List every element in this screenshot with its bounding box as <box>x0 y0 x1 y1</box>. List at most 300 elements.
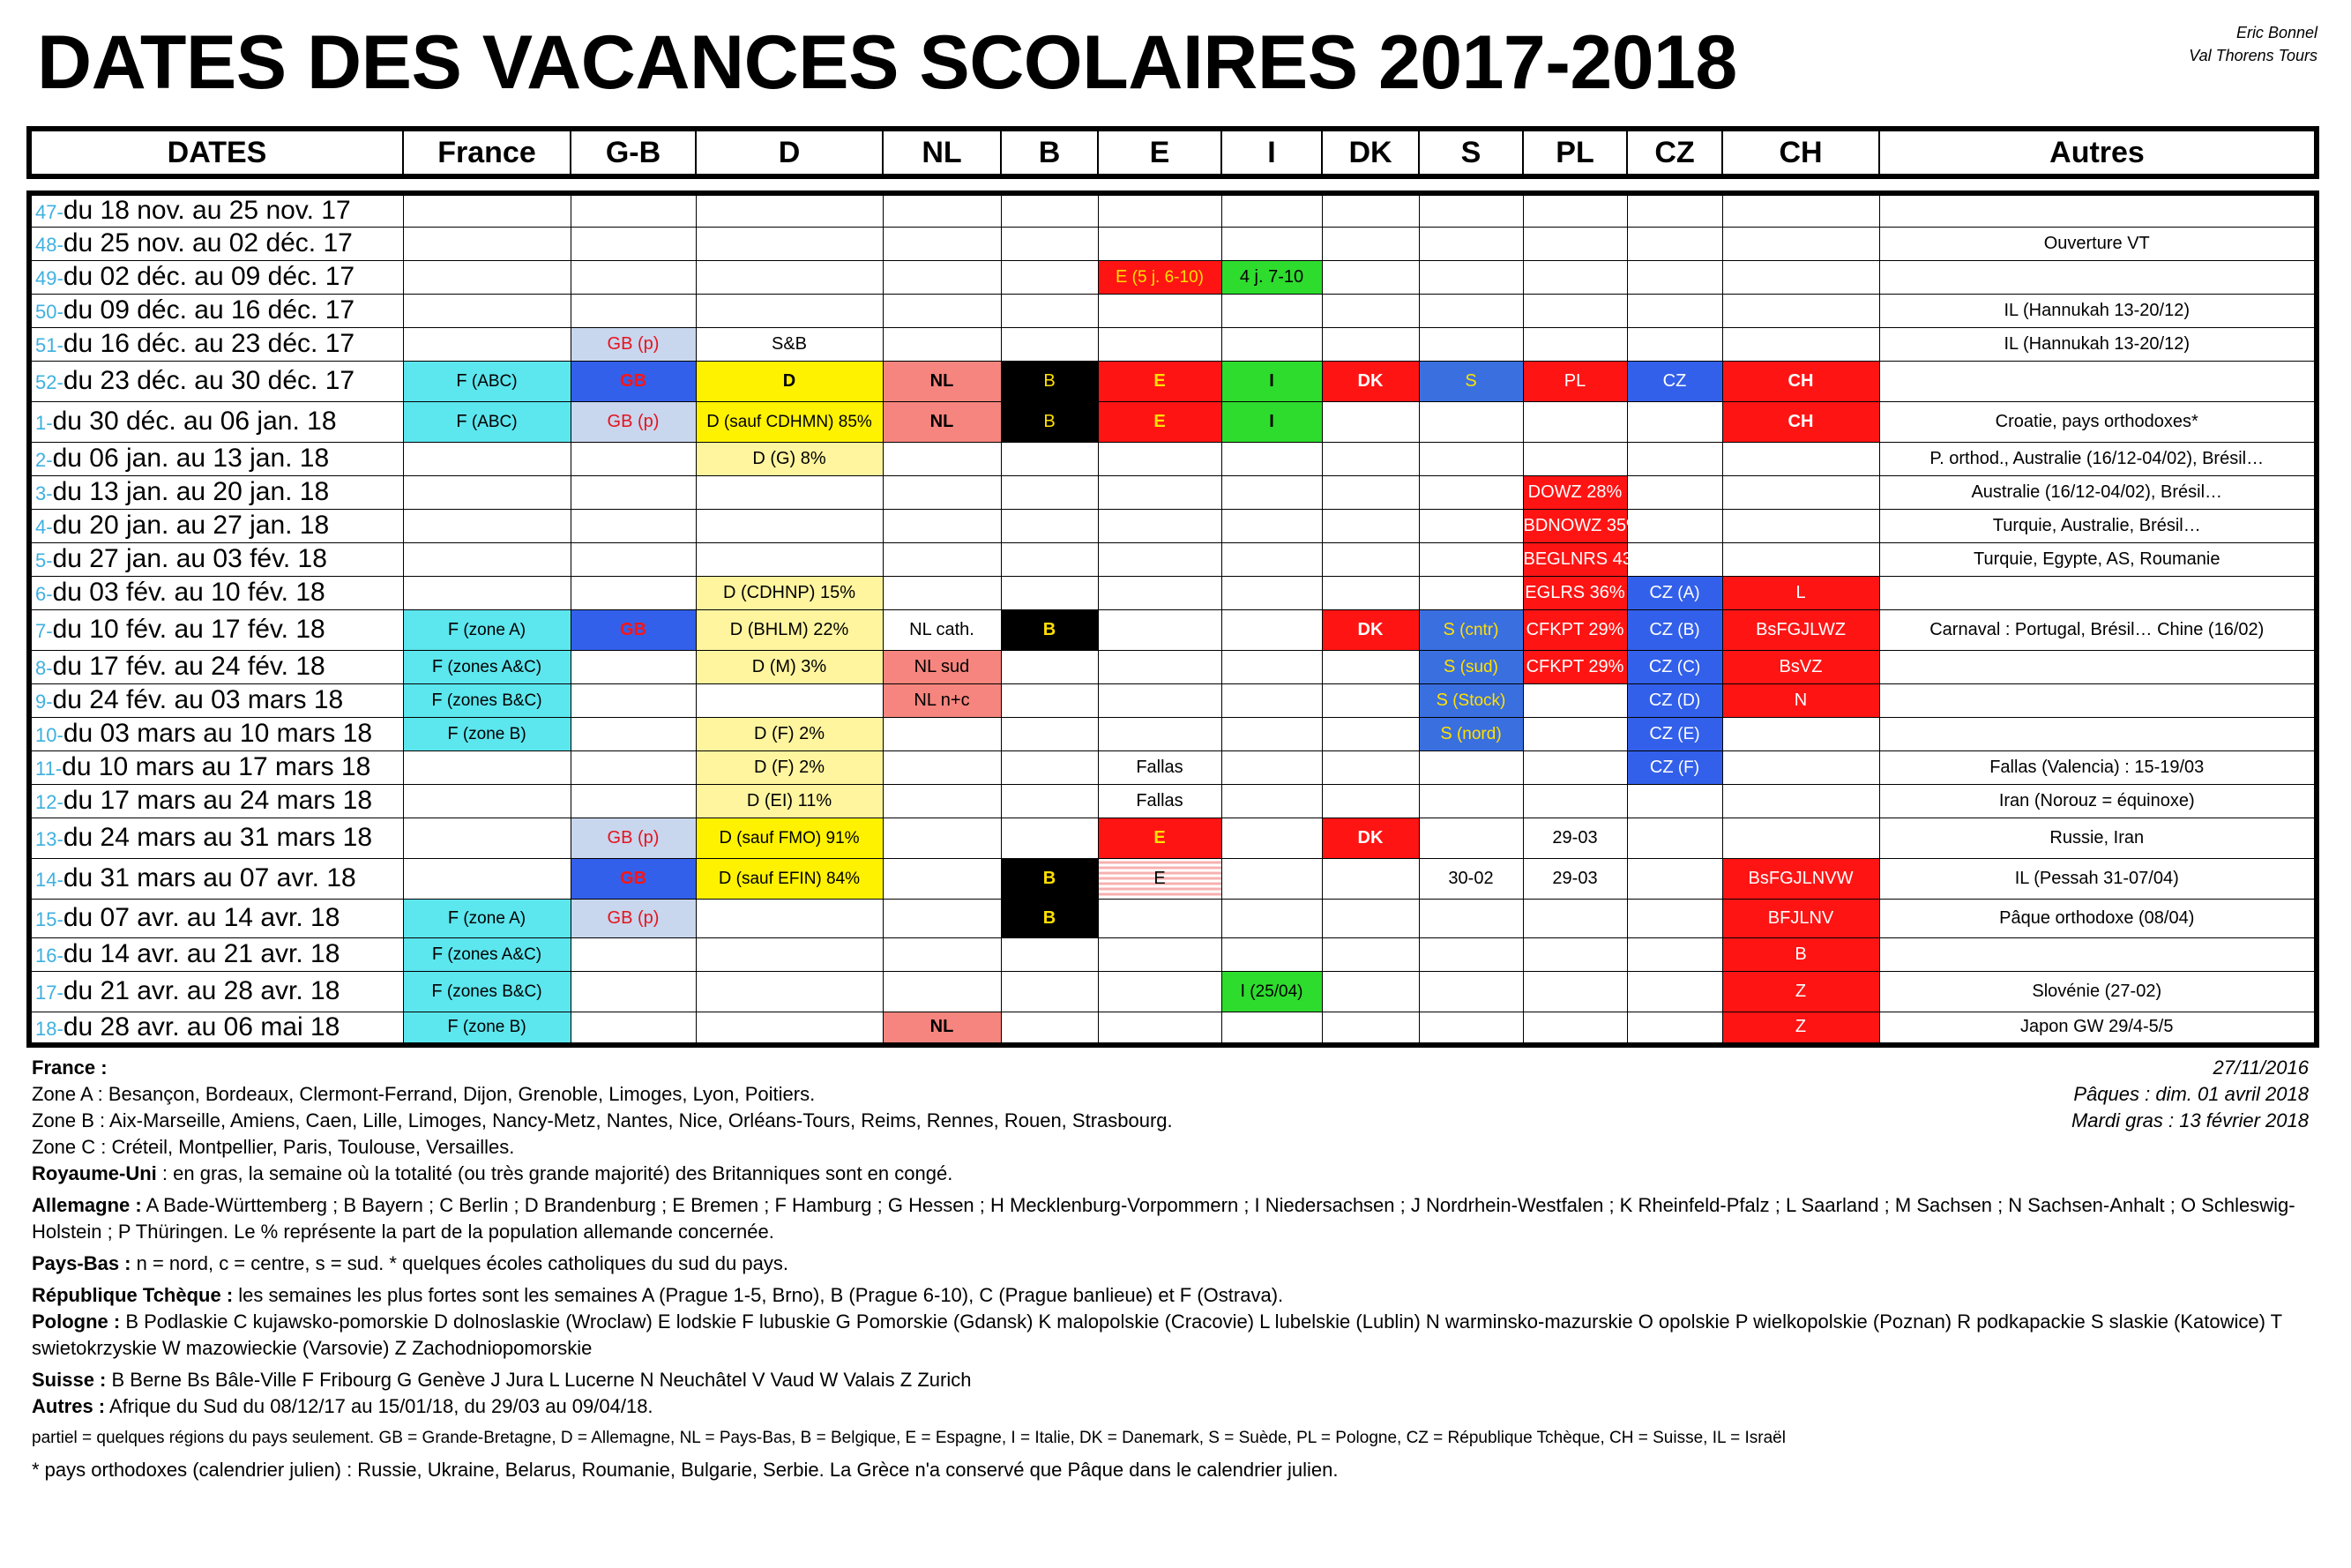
header-row <box>29 129 2317 176</box>
week-number: 12 <box>35 791 57 813</box>
cell-i <box>1221 227 1322 260</box>
cell-label: CFKPT 29% <box>1526 619 1624 639</box>
cell-label: B <box>1042 619 1056 639</box>
date-range: du 09 déc. au 16 déc. 17 <box>63 295 355 325</box>
cell-label: IL (Hannukah 13-20/12) <box>2004 300 2190 320</box>
header-cz: CZ <box>1627 129 1722 176</box>
cell-i <box>1221 260 1322 294</box>
cell-label: CZ <box>1649 619 1674 639</box>
cell-pl <box>1523 294 1627 327</box>
cell-label: CZ <box>1662 370 1687 391</box>
cell-label: F <box>431 944 444 964</box>
cell-sub: (nord) <box>1452 724 1502 743</box>
cell-label: B <box>1043 370 1056 391</box>
note-line <box>32 1282 2325 1309</box>
note-heading: Pologne : <box>32 1310 121 1333</box>
cell-sub: (zone A) <box>459 908 526 928</box>
cell-d <box>696 542 883 576</box>
note-line <box>32 1055 2325 1081</box>
cell-france <box>403 609 571 650</box>
cell-i <box>1221 361 1322 401</box>
date-notes <box>2071 1055 2309 1134</box>
cell-label: E <box>1116 266 1128 287</box>
week-number: 10 <box>35 724 57 746</box>
date-range: du 24 mars au 31 mars 18 <box>63 823 372 852</box>
cell-cz <box>1627 971 1722 1012</box>
cell-i <box>1221 717 1322 750</box>
header-dates: DATES <box>29 129 403 176</box>
cell-pl <box>1523 650 1627 683</box>
cell-label: GB <box>620 619 646 639</box>
cell-dk <box>1322 227 1419 260</box>
cell-dk <box>1322 260 1419 294</box>
cell-label: DK <box>1357 827 1384 847</box>
cell-label: B <box>1042 868 1056 888</box>
date-cell <box>29 361 403 401</box>
cell-s <box>1419 609 1523 650</box>
cell-ch <box>1722 509 1879 542</box>
header-g-b: G-B <box>571 129 696 176</box>
cell-e <box>1098 509 1221 542</box>
cell-nl <box>883 683 1001 717</box>
cell-autres <box>1879 327 2317 361</box>
page-title: DATES DES VACANCES SCOLAIRES 2017-2018 <box>37 20 1737 105</box>
cell-i <box>1221 937 1322 971</box>
cell-e <box>1098 937 1221 971</box>
cell-label: D <box>782 370 796 391</box>
cell-d <box>696 327 883 361</box>
week-number: 9 <box>35 691 47 713</box>
week-number: 11 <box>35 758 56 780</box>
cell-cz <box>1627 784 1722 818</box>
cell-dk <box>1322 509 1419 542</box>
cell-autres <box>1879 750 2317 784</box>
cell-autres <box>1879 227 2317 260</box>
note-line <box>32 1367 2325 1393</box>
cell-autres <box>1879 899 2317 937</box>
week-separator: - <box>56 1017 63 1040</box>
cell-sub: (zone B) <box>458 724 526 743</box>
header-nl: NL <box>883 129 1001 176</box>
week-row <box>29 542 2317 576</box>
header-pl: PL <box>1523 129 1627 176</box>
cell-label: B <box>1043 411 1056 431</box>
date-cell <box>29 509 403 542</box>
cell-ch <box>1722 683 1879 717</box>
week-separator: - <box>46 583 53 605</box>
header-ch: CH <box>1722 129 1879 176</box>
cell-b <box>1001 576 1098 609</box>
cell-s <box>1419 401 1523 442</box>
cell-i <box>1221 401 1322 442</box>
cell-i <box>1221 609 1322 650</box>
cell-s <box>1419 937 1523 971</box>
cell-label: BsFGJLNVW <box>1748 868 1854 888</box>
cell-sub: (B) <box>1673 620 1700 639</box>
cell-d <box>696 818 883 858</box>
note-line <box>32 1251 2325 1277</box>
cell-label: CZ <box>1648 656 1673 676</box>
cell-label: Ouverture VT <box>2043 233 2150 253</box>
cell-cz <box>1627 1012 1722 1045</box>
header-autres: Autres <box>1879 129 2317 176</box>
cell-france <box>403 475 571 509</box>
cell-ch <box>1722 475 1879 509</box>
cell-g-b <box>571 193 696 227</box>
week-number: 7 <box>35 620 47 642</box>
cell-france <box>403 294 571 327</box>
week-number: 2 <box>35 449 47 471</box>
date-cell <box>29 683 403 717</box>
week-separator: - <box>46 516 53 538</box>
cell-ch <box>1722 858 1879 899</box>
cell-g-b <box>571 260 696 294</box>
cell-sub: (sauf FMO) 91% <box>731 828 860 847</box>
cell-label: Z <box>1795 981 1807 1001</box>
cell-e <box>1098 818 1221 858</box>
cell-label: Pâque orthodoxe (08/04) <box>1999 907 2195 928</box>
note-line <box>32 1393 2325 1420</box>
date-range: du 28 avr. au 06 mai 18 <box>63 1012 340 1042</box>
cell-pl <box>1523 401 1627 442</box>
cell-g-b <box>571 542 696 576</box>
week-number: 1 <box>35 412 47 434</box>
cell-sub: (zones B&C) <box>442 982 542 1001</box>
cell-sub: (ABC) <box>466 371 518 391</box>
right-note: Mardi gras : 13 février 2018 <box>2071 1109 2309 1131</box>
cell-dk <box>1322 899 1419 937</box>
cell-d <box>696 361 883 401</box>
cell-i <box>1221 784 1322 818</box>
cell-i <box>1221 327 1322 361</box>
cell-d <box>696 717 883 750</box>
cell-label: Slovénie (27-02) <box>2032 981 2162 1001</box>
header-france: France <box>403 129 571 176</box>
cell-nl <box>883 858 1001 899</box>
cell-e <box>1098 899 1221 937</box>
cell-g-b <box>571 509 696 542</box>
week-separator: - <box>56 828 63 850</box>
cell-label: B <box>1795 944 1807 964</box>
week-separator: - <box>56 267 63 289</box>
cell-ch <box>1722 937 1879 971</box>
note-text: les semaines les plus fortes sont les semaines A (Prague 1-5, Brno), B (Prague 6-10), C (Prague banlieue) et F (Ostrava). <box>233 1284 1284 1306</box>
cell-label: F <box>447 907 459 928</box>
week-separator: - <box>56 201 63 224</box>
cell-b <box>1001 784 1098 818</box>
week-number: 6 <box>35 583 47 605</box>
date-cell <box>29 717 403 750</box>
cell-b <box>1001 509 1098 542</box>
cell-ch <box>1722 542 1879 576</box>
cell-cz <box>1627 750 1722 784</box>
cell-label: GB <box>620 370 646 391</box>
cell-ch <box>1722 442 1879 475</box>
cell-e <box>1098 327 1221 361</box>
cell-s <box>1419 818 1523 858</box>
week-number: 4 <box>35 516 47 538</box>
cell-pl <box>1523 542 1648 576</box>
date-cell <box>29 971 403 1012</box>
week-row <box>29 401 2317 442</box>
cell-nl <box>883 609 1001 650</box>
cell-s <box>1419 193 1523 227</box>
cell-b <box>1001 818 1098 858</box>
cell-label: Croatie, pays orthodoxes* <box>1995 411 2198 431</box>
cell-nl <box>883 542 1001 576</box>
cell-label: IL (Pessah 31-07/04) <box>2014 868 2179 888</box>
header-d: D <box>696 129 883 176</box>
week-row <box>29 971 2317 1012</box>
cell-e <box>1098 361 1221 401</box>
cell-cz <box>1627 361 1722 401</box>
week-number: 51 <box>35 334 57 356</box>
cell-cz <box>1627 899 1722 937</box>
cell-pl <box>1523 1012 1627 1045</box>
date-range: du 30 déc. au 06 jan. 18 <box>52 407 337 436</box>
cell-ch <box>1722 899 1879 937</box>
week-number: 49 <box>35 267 57 289</box>
week-row <box>29 260 2317 294</box>
week-separator: - <box>56 301 63 323</box>
cell-s <box>1419 227 1523 260</box>
date-cell <box>29 260 403 294</box>
cell-label: Turquie, Egypte, AS, Roumanie <box>1974 549 2220 569</box>
week-number: 48 <box>35 234 57 256</box>
cell-g-b <box>571 717 696 750</box>
date-cell <box>29 576 403 609</box>
cell-label: CZ <box>1648 690 1673 710</box>
cell-b <box>1001 327 1098 361</box>
cell-d <box>696 971 883 1012</box>
cell-sub: (5 j. 6-10) <box>1127 267 1204 287</box>
cell-label: F <box>456 370 467 391</box>
cell-autres <box>1879 784 2317 818</box>
cell-label: NL n+c <box>914 690 970 710</box>
week-separator: - <box>46 549 53 571</box>
cell-label: S <box>1443 619 1455 639</box>
cell-g-b <box>571 1012 696 1045</box>
cell-s <box>1419 1012 1523 1045</box>
cell-autres <box>1879 576 2317 609</box>
cell-s <box>1419 542 1523 576</box>
cell-france <box>403 858 571 899</box>
cell-e <box>1098 542 1221 576</box>
date-cell <box>29 750 403 784</box>
cell-label: 30-02 <box>1448 868 1494 888</box>
header-s: S <box>1419 129 1523 176</box>
cell-b <box>1001 442 1098 475</box>
cell-label: I <box>1269 370 1274 391</box>
cell-nl <box>883 193 1001 227</box>
cell-i <box>1221 294 1322 327</box>
cell-ch <box>1722 227 1879 260</box>
cell-cz <box>1627 683 1722 717</box>
cell-nl <box>883 294 1001 327</box>
date-cell <box>29 1012 403 1045</box>
date-range: du 23 déc. au 30 déc. 17 <box>63 366 355 395</box>
week-separator: - <box>56 791 63 813</box>
date-cell <box>29 899 403 937</box>
cell-g-b <box>571 327 696 361</box>
cell-e <box>1098 193 1221 227</box>
cell-g-b <box>571 361 696 401</box>
cell-d <box>696 260 883 294</box>
cell-cz <box>1627 260 1722 294</box>
week-row <box>29 650 2317 683</box>
cell-label: F <box>431 690 443 710</box>
cell-dk <box>1322 937 1419 971</box>
cell-autres <box>1879 401 2317 442</box>
cell-sub: (F) <box>1673 758 1700 777</box>
cell-e <box>1098 971 1221 1012</box>
cell-label: F <box>447 723 459 743</box>
cell-g-b <box>571 750 696 784</box>
cell-e <box>1098 227 1221 260</box>
cell-dk <box>1322 818 1419 858</box>
cell-ch <box>1722 717 1879 750</box>
cell-label: DOWZ 28% <box>1527 482 1623 502</box>
cell-pl <box>1523 227 1627 260</box>
cell-label: BFJLNV <box>1767 907 1834 928</box>
date-range: du 24 fév. au 03 mars 18 <box>52 685 344 714</box>
cell-nl <box>883 442 1001 475</box>
cell-label: 29-03 <box>1552 827 1598 847</box>
note-text: Zone C : Créteil, Montpellier, Paris, Toulouse, Versailles. <box>32 1136 515 1158</box>
date-cell <box>29 475 403 509</box>
cell-i <box>1221 509 1322 542</box>
cell-e <box>1098 858 1221 899</box>
week-separator: - <box>56 982 63 1004</box>
cell-france <box>403 899 571 937</box>
cell-g-b <box>571 683 696 717</box>
week-row <box>29 361 2317 401</box>
date-cell <box>29 650 403 683</box>
cell-label: S&B <box>771 333 808 354</box>
cell-cz <box>1627 858 1722 899</box>
cell-b <box>1001 683 1098 717</box>
cell-nl <box>883 401 1001 442</box>
cell-pl <box>1523 509 1642 542</box>
week-row <box>29 1012 2317 1045</box>
cell-label: NL sud <box>914 656 970 676</box>
cell-s <box>1419 717 1523 750</box>
cell-g-b <box>571 818 696 858</box>
note-line <box>32 1081 2325 1108</box>
cell-label: D (F) 2% <box>754 757 825 777</box>
cell-label: I <box>1240 981 1246 1001</box>
date-range: du 21 avr. au 28 avr. 18 <box>63 976 340 1005</box>
cell-i <box>1221 650 1322 683</box>
cell-cz <box>1627 475 1722 509</box>
cell-pl <box>1523 750 1627 784</box>
date-cell <box>29 937 403 971</box>
date-cell <box>29 227 403 260</box>
note-text: A Bade-Württemberg ; B Bayern ; C Berlin ; D Brandenburg ; E Bremen ; F Hamburg ; G Hessen ; H Mecklenburg-Vorpommern ; I Niedersachsen ; J Nordrhein-Westfalen ; K Rheinfeld-Pfalz ; L Saarland ; M Sachsen ; N Sachsen-Anhalt ; O Schleswig-Holstein ; P Thüringen. Le % représente la part de la population allemande concernée. <box>32 1194 2295 1243</box>
cell-sub: (C) <box>1672 657 1701 676</box>
cell-sub: (D) <box>1672 691 1701 710</box>
date-range: du 14 avr. au 21 avr. 18 <box>63 939 340 968</box>
cell-sub: (ABC) <box>466 412 518 431</box>
cell-label: BDNOWZ 35% <box>1523 515 1642 535</box>
cell-france <box>403 818 571 858</box>
note-heading: Pays-Bas : <box>32 1252 131 1274</box>
cell-i <box>1221 542 1322 576</box>
cell-nl <box>883 937 1001 971</box>
cell-i <box>1221 818 1322 858</box>
week-number: 8 <box>35 657 47 679</box>
cell-label: GB (p) <box>607 907 660 928</box>
week-number: 13 <box>35 828 57 850</box>
cell-nl <box>883 784 1001 818</box>
cell-nl <box>883 509 1001 542</box>
cell-pl <box>1523 971 1627 1012</box>
date-range: du 18 nov. au 25 nov. 17 <box>63 196 351 226</box>
cell-label: F <box>431 656 444 676</box>
cell-label: CZ <box>1649 582 1674 602</box>
cell-label: GB (p) <box>607 333 660 354</box>
cell-cz <box>1627 294 1722 327</box>
cell-dk <box>1322 442 1419 475</box>
cell-d <box>696 784 883 818</box>
cell-label: F <box>456 411 467 431</box>
cell-cz <box>1627 227 1722 260</box>
cell-g-b <box>571 227 696 260</box>
cell-d <box>696 609 883 650</box>
cell-ch <box>1722 609 1879 650</box>
cell-pl <box>1523 576 1627 609</box>
cell-france <box>403 361 571 401</box>
cell-g-b <box>571 475 696 509</box>
cell-france <box>403 784 571 818</box>
date-range: du 10 mars au 17 mars 18 <box>62 752 371 781</box>
note-line <box>32 1192 2325 1245</box>
week-row <box>29 576 2317 609</box>
cell-label: GB (p) <box>607 411 660 431</box>
cell-d <box>696 937 883 971</box>
cell-s <box>1419 784 1523 818</box>
author-block <box>2189 21 2317 67</box>
cell-france <box>403 193 571 227</box>
date-cell <box>29 818 403 858</box>
cell-ch <box>1722 750 1879 784</box>
week-separator: - <box>56 945 63 967</box>
cell-label: D <box>718 868 732 888</box>
cell-autres <box>1879 683 2317 717</box>
cell-s <box>1419 442 1523 475</box>
cell-nl <box>883 650 1001 683</box>
cell-autres <box>1879 717 2317 750</box>
cell-france <box>403 1012 571 1045</box>
cell-cz <box>1627 442 1722 475</box>
week-number: 17 <box>35 982 57 1004</box>
week-row <box>29 683 2317 717</box>
week-number: 3 <box>35 482 47 504</box>
week-number: 50 <box>35 301 57 323</box>
cell-b <box>1001 401 1098 442</box>
cell-autres <box>1879 475 2317 509</box>
cell-ch <box>1722 818 1879 858</box>
cell-d <box>696 442 883 475</box>
note-line <box>32 1134 2325 1161</box>
cell-b <box>1001 937 1098 971</box>
cell-autres <box>1879 442 2317 475</box>
note-text: B Podlaskie C kujawsko-pomorskie D dolnoslaskie (Wroclaw) E lodskie F lubuskie G Pomorskie (Gdansk) K malopolskie (Cracovie) L lubelskie (Lublin) N warminsko-mazurskie O opolskie P wielkopolskie (Poznan) R podkapackie S slaskie (Katowice) T swietokrzyskie W mazowieckie (Varsovie) Z Zachodniopomorskie <box>32 1310 2282 1359</box>
cell-dk <box>1322 750 1419 784</box>
cell-label: D <box>719 827 732 847</box>
cell-dk <box>1322 294 1419 327</box>
cell-cz <box>1627 327 1722 361</box>
